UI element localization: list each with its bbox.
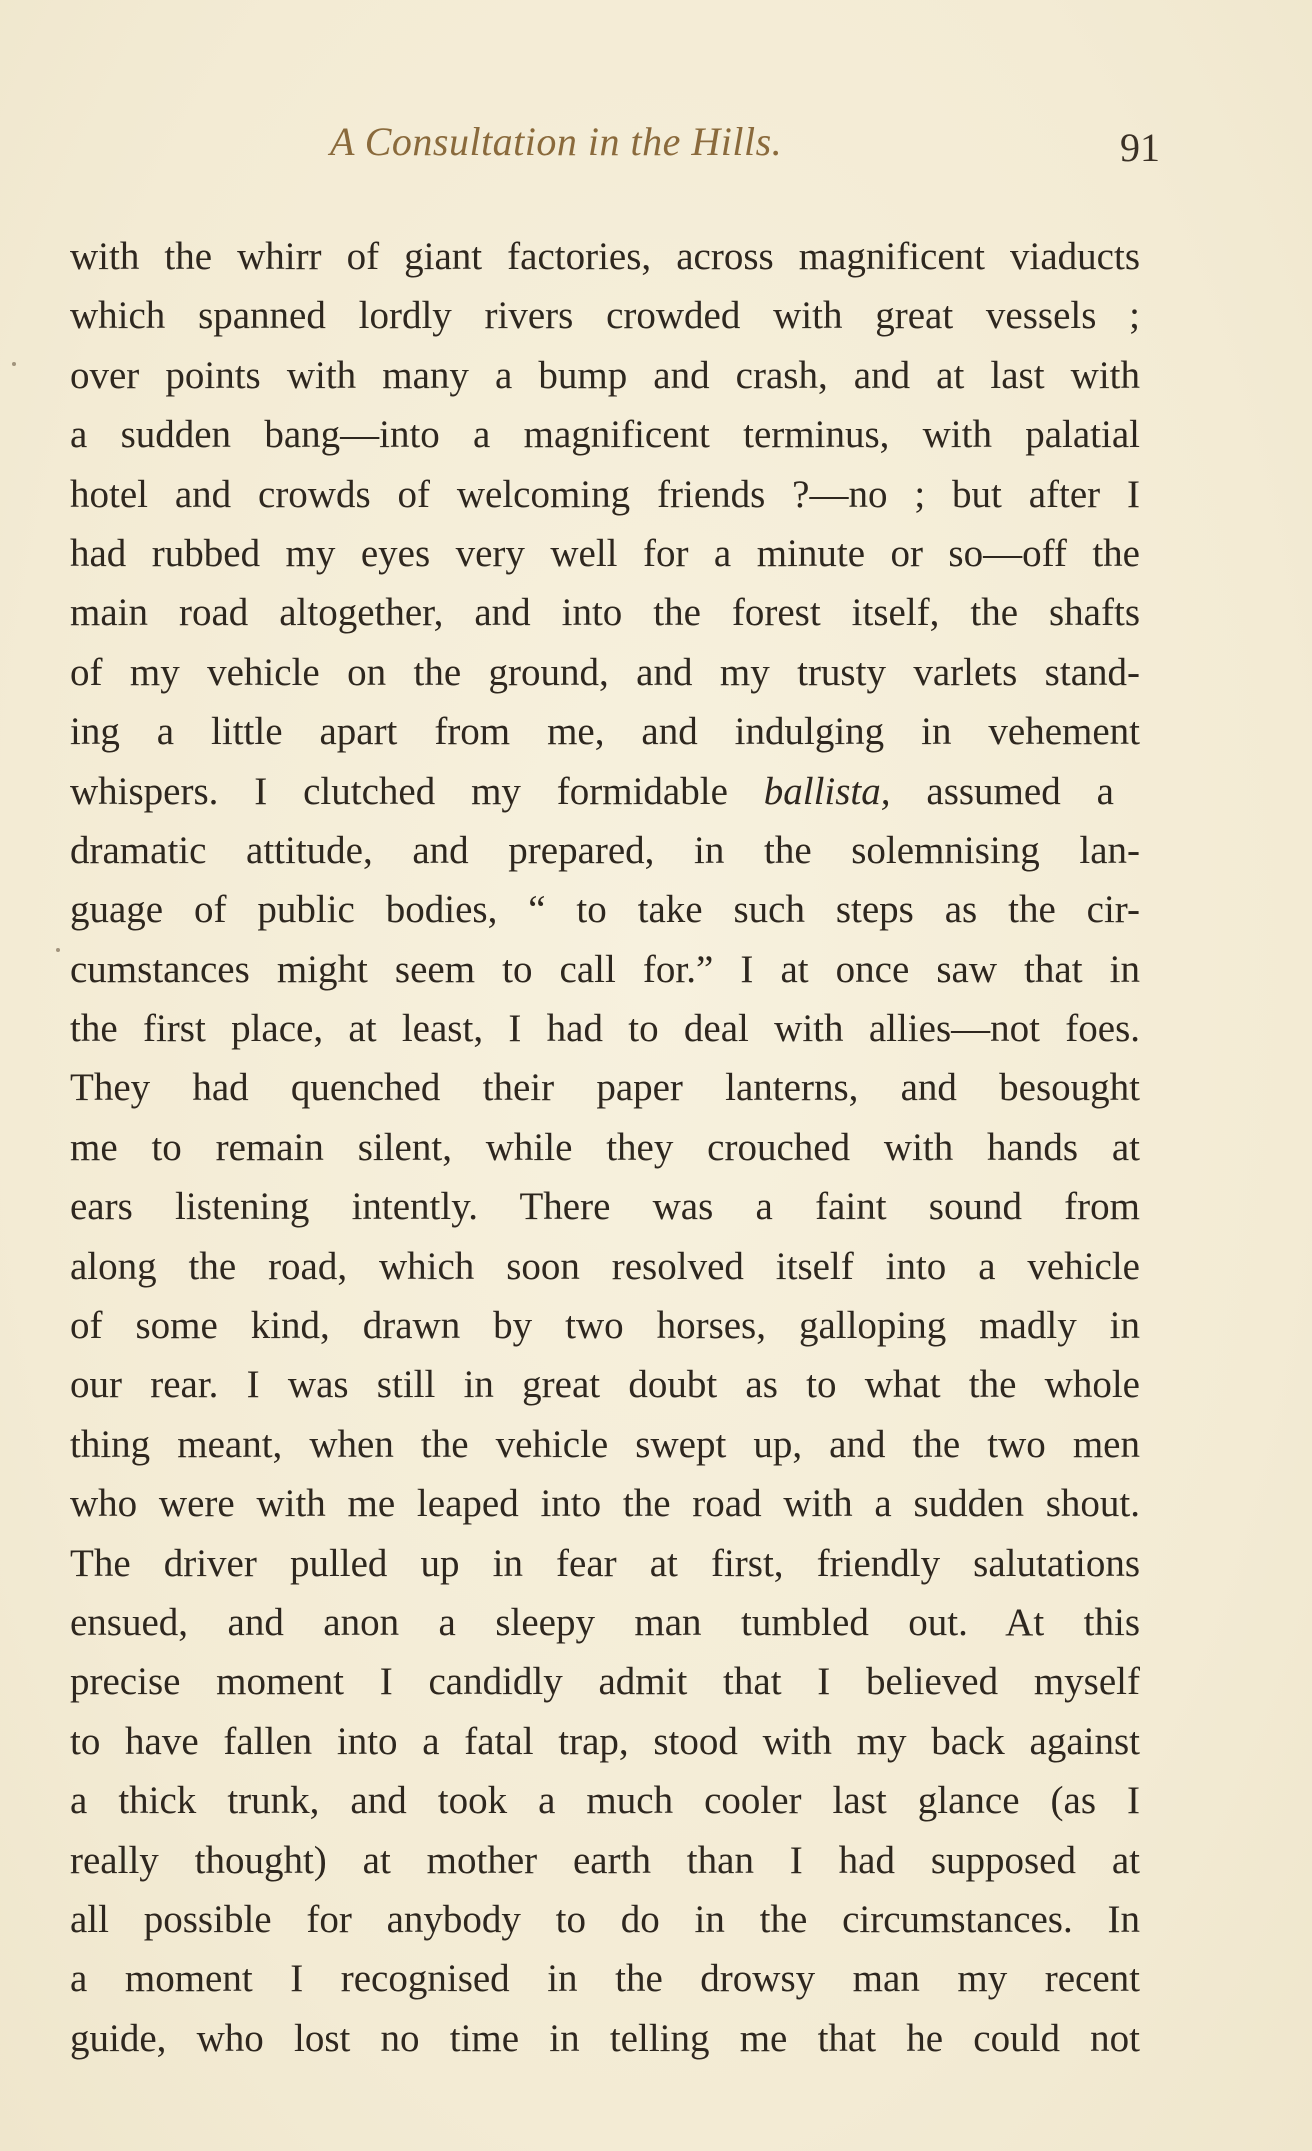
paper-speck: [56, 948, 60, 952]
text-line: over points with many a bump and crash, and at last with: [70, 353, 1140, 397]
text-line: who were with me leaped into the road with a sudden shout.: [70, 1482, 1140, 1526]
text-line: really thought) at mother earth than I had supposed at: [70, 1838, 1140, 1882]
text-line: a thick trunk, and took a much cooler last glance (as I: [70, 1779, 1140, 1823]
text-segment: whispers. I clutched my formidable: [70, 769, 764, 813]
text-line: guide, who lost no time in telling me that he could not: [70, 2016, 1140, 2060]
text-line: along the road, which soon resolved itself into a vehicle: [70, 1244, 1140, 1288]
text-line: had rubbed my eyes very well for a minute or so—off the: [70, 531, 1140, 575]
running-title: A Consultation in the Hills.: [330, 119, 783, 164]
text-line-with-italic: [70, 762, 1140, 821]
text-line: which spanned lordly rivers crowded with great vessels ;: [70, 294, 1140, 338]
text-line: of my vehicle on the ground, and my trusty varlets stand-: [70, 650, 1140, 694]
text-segment: assumed a: [890, 769, 1114, 813]
text-line: They had quenched their paper lanterns, and besought: [70, 1066, 1140, 1110]
text-line: The driver pulled up in fear at first, friendly salutations: [70, 1541, 1140, 1585]
page-number: 91: [1120, 125, 1160, 170]
text-line: with the whirr of giant factories, across magnificent viaducts: [70, 235, 1140, 278]
text-line: ensued, and anon a sleepy man tumbled out. At this: [70, 1600, 1140, 1644]
text-line: dramatic attitude, and prepared, in the solemnising lan-: [70, 828, 1140, 872]
text-line: ears listening intently. There was a faint sound from: [70, 1185, 1140, 1229]
paper-speck: [12, 362, 16, 366]
body-text: [70, 227, 1140, 2068]
text-line: of some kind, drawn by two horses, galloping madly in: [70, 1304, 1140, 1348]
text-line: the first place, at least, I had to deal with allies—not foes.: [70, 1007, 1140, 1051]
text-line: thing meant, when the vehicle swept up, and the two men: [70, 1422, 1140, 1466]
text-line: hotel and crowds of welcoming friends ?—no ; but after I: [70, 472, 1140, 516]
text-line: a sudden bang—into a magnificent terminus, with palatial: [70, 413, 1140, 457]
text-line: our rear. I was still in great doubt as to what the whole: [70, 1363, 1140, 1407]
text-line: main road altogether, and into the forest itself, the shafts: [70, 591, 1140, 635]
text-line: cumstances might seem to call for.” I at once saw that in: [70, 947, 1140, 991]
text-line: a moment I recognised in the drowsy man my recent: [70, 1957, 1140, 2001]
text-line: me to remain silent, while they crouched with hands at: [70, 1125, 1140, 1169]
text-line: precise moment I candidly admit that I believed myself: [70, 1660, 1140, 1704]
italic-word: ballista,: [763, 769, 891, 813]
text-line: to have fallen into a fatal trap, stood with my back against: [70, 1719, 1140, 1763]
text-line: guage of public bodies, “ to take such steps as the cir-: [70, 888, 1140, 932]
text-line: ing a little apart from me, and indulging in vehement: [70, 710, 1140, 754]
text-line: all possible for anybody to do in the circumstances. In: [70, 1897, 1140, 1941]
